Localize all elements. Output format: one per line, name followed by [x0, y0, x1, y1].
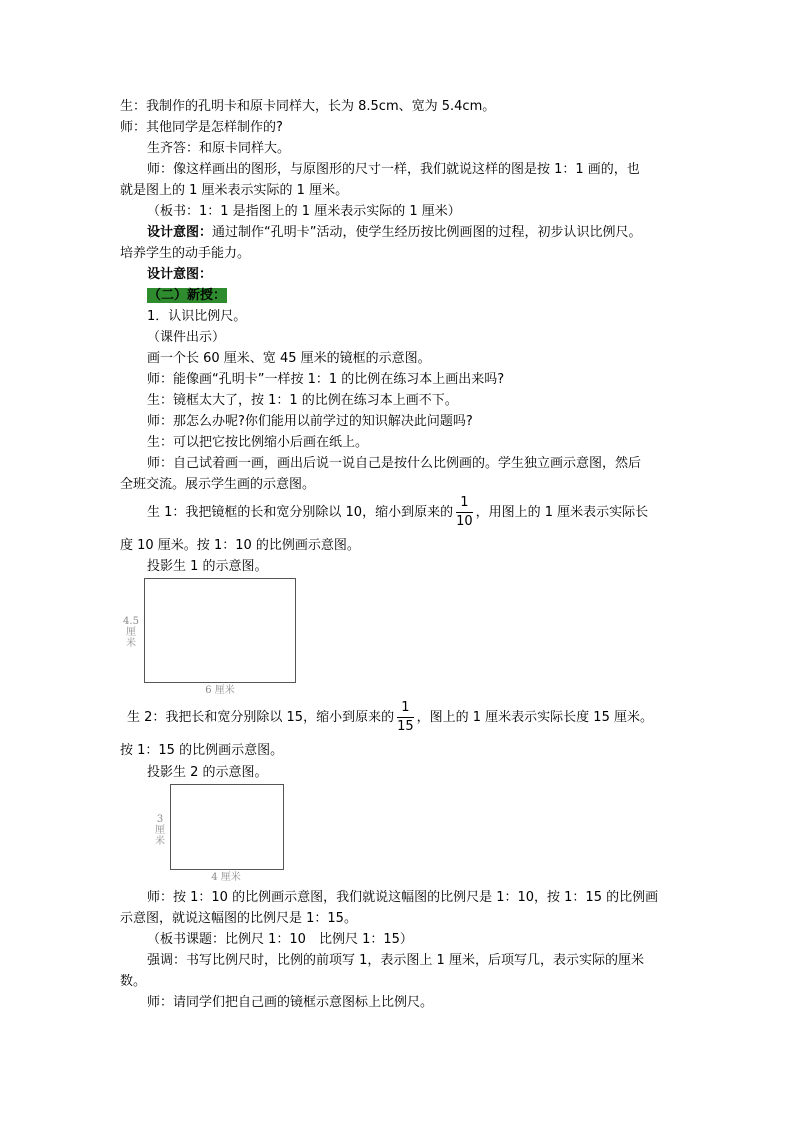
- text-line: 师：其他同学是怎样制作的?: [120, 120, 283, 135]
- fraction: $\frac{1}{15}$: [397, 700, 414, 734]
- text-line: 全班交流。展示学生画的示意图。: [120, 477, 316, 492]
- text-line: 师：按 1：10 的比例画示意图，我们就说这幅图的比例尺是 1：10，按 1：15 的比例画: [147, 890, 659, 905]
- text-line: 生：镜框太大了，按 1：1 的比例在练习本上画不下。: [147, 393, 458, 408]
- design-intent-text: 通过制作“孔明卡”活动，使学生经历按比例画图的过程，初步认识比例尺。: [212, 225, 642, 240]
- text-line: （课件出示）: [147, 330, 226, 345]
- design-intent-heading: 设计意图：: [147, 267, 213, 282]
- fraction: $\frac{1}{10}$: [456, 495, 473, 529]
- text-line: 师：自己试着画一画，画出后说一说自己是按什么比例画的。学生独立画示意图，然后: [147, 456, 642, 471]
- text-line: （板书课题：比例尺 1：10 比例尺 1：15）: [147, 932, 413, 947]
- text-line: 师：像这样画出的图形，与原图形的尺寸一样，我们就说这样的图是按 1：1 画的，也: [147, 162, 640, 177]
- text-line: 投影生 1 的示意图。: [147, 559, 268, 574]
- text-line: 师：能像画“孔明卡”一样按 1：1 的比例在练习本上画出来吗?: [147, 372, 505, 387]
- rectangle-4x3: [170, 784, 284, 870]
- text-line: 画一个长 60 厘米、宽 45 厘米的镜框的示意图。: [147, 351, 431, 366]
- text-line: [147, 223, 642, 243]
- text-line: 度 10 厘米。按 1：10 的比例画示意图。: [120, 538, 360, 553]
- width-label: 4 厘米: [211, 872, 241, 883]
- text-line: 投影生 2 的示意图。: [147, 765, 268, 780]
- width-label: 6 厘米: [205, 685, 235, 696]
- height-label: 4.5 厘 米: [123, 616, 139, 649]
- text-line: 师：请同学们把自己画的镜框示意图标上比例尺。: [147, 995, 434, 1010]
- height-label: 3 厘 米: [155, 814, 165, 847]
- text-line: 生：我制作的孔明卡和原卡同样大，长为 8.5cm、宽为 5.4cm。: [120, 99, 496, 114]
- text-line: 生齐答：和原卡同样大。: [147, 141, 291, 156]
- text-line: 数。: [120, 974, 147, 989]
- text-line-fraction: 生 2：我把长和宽分别除以 15，缩小到原来的 $\frac{1}{15}$ ，图上的 1 厘米表示实际长度 15 厘米。: [127, 700, 653, 734]
- text-line: 师：那怎么办呢?你们能用以前学过的知识解决此问题吗?: [147, 414, 473, 429]
- text-line: 示意图，就说这幅图的比例尺是 1：15。: [120, 911, 357, 926]
- text-line-fraction: 生 1：我把镜框的长和宽分别除以 10，缩小到原来的 $\frac{1}{10}$ ，用图上的 1 厘米表示实际长: [147, 495, 649, 529]
- text-line: （板书：1：1 是指图上的 1 厘米表示实际的 1 厘米）: [147, 204, 461, 219]
- text-line: 强调：书写比例尺时，比例的前项写 1，表示图上 1 厘米，后项写几，表示实际的厘米: [147, 953, 644, 968]
- figure-student2: [150, 782, 290, 882]
- section-heading: （二）新授：: [148, 288, 227, 303]
- text-line: 1．认识比例尺。: [147, 309, 247, 324]
- design-intent-label: 设计意图：: [147, 225, 213, 240]
- figure-student1: [120, 576, 306, 698]
- rectangle-6x4-5: [144, 578, 296, 683]
- text-line: 按 1：15 的比例画示意图。: [120, 743, 284, 758]
- text-line: 培养学生的动手能力。: [120, 246, 251, 261]
- text-line: 就是图上的 1 厘米表示实际的 1 厘米。: [120, 183, 349, 198]
- text-line: 生：可以把它按比例缩小后画在纸上。: [147, 435, 369, 450]
